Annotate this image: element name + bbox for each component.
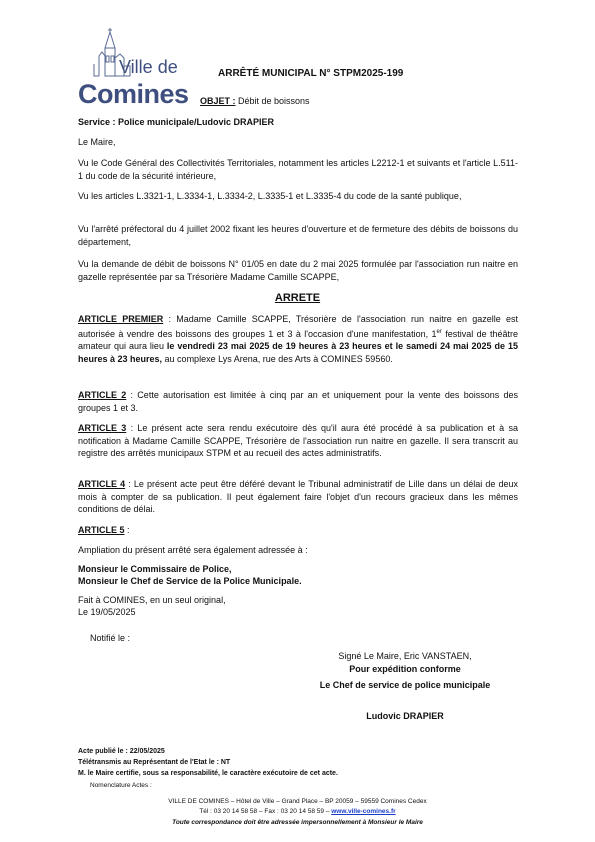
footer-address: VILLE DE COMINES – Hôtel de Ville – Grand Place – BP 20059 – 59559 Comines Cedex [168,798,427,805]
article-4 [78,478,518,516]
article-5-text: : [124,525,130,535]
article-1 [78,313,518,365]
article-3-label: ARTICLE 3 [78,423,127,433]
article-1-sup: er [436,328,442,335]
article-1-label: ARTICLE PREMIER [78,314,164,324]
recipient-chef-service: Monsieur le Chef de Service de la Police Municipale. [78,576,302,586]
footer-contact [0,807,595,816]
article-1-text-c: au complexe Lys Arena, rue des Arts à COMINES 59560. [162,353,393,364]
footer-website-link[interactable]: www.ville-comines.fr [331,808,396,815]
signature-expedition: Pour expédition conforme [349,664,461,674]
signature-name: Ludovic DRAPIER [366,711,444,721]
article-1-text-b: festival de théâtre amateur qui aura lieu [78,328,518,351]
article-3-text: : Le présent acte sera rendu exécutoire dès qu'il aura été procédé à sa publication et à sa notification à Madame Camille SCAPPE, Trésorière de l'association run naitre en gazelle. Il sera transcrit au registre des arrêtés municipaux STPM et au recueil des actes administratifs. [78,423,518,458]
decree-date: Le 19/05/2025 [78,607,136,617]
article-2-label: ARTICLE 2 [78,390,127,400]
vu-paragraph-1: Vu le Code Général des Collectivités Territoriales, notamment les articles L2212-1 et suivants et l'article L.511-1 du code de la sécurité intérieure, [78,158,518,181]
logo-ville-text: Ville de [119,57,178,77]
article-3 [78,422,518,460]
objet-label: OBJET : [200,96,236,106]
objet-text: Débit de boissons [235,96,310,106]
signature-mayor: Signé Le Maire, Eric VANSTAEN, [338,651,472,661]
vu-paragraph-3: Vu l'arrêté préfectoral du 4 juillet 2002 fixant les heures d'ouverture et de fermeture des débits de boissons du département, [78,224,518,247]
article-2-text: : Cette autorisation est limitée à cinq par an et uniquement pour la vente des boissons des groupes 1 et 3. [78,390,518,413]
footer-notice: Toute correspondance doit être adressée impersonnellement à Monsieur le Maire [172,819,423,826]
article-1-text-a: : Madame Camille SCAPPE, Trésorière de l'association run naitre en gazelle est autorisée à vendre des boissons des groupes 1 et 3 à l'occasion d'une manifestation, 1 [78,314,518,339]
fait-a-line: Fait à COMINES, en un seul original, [78,595,226,605]
decree-title: ARRÊTÉ MUNICIPAL N° STPM2025-199 [218,68,404,79]
article-5-label: ARTICLE 5 [78,525,125,535]
article-4-text: : Le présent acte peut être déféré devant le Tribunal administratif de Lille dans un délai de deux mois à compter de sa publication. Il peut également faire l'objet d'un recours gracieux dans les mêmes conditions de délai. [78,479,518,514]
footer-phone-fax: Tél : 03 20 14 58 58 – Fax : 03 20 14 58 59 – [199,808,332,815]
salutation: Le Maire, [78,137,116,147]
ampliation-line: Ampliation du présent arrêté sera également adressée à : [78,545,308,555]
article-2 [78,389,518,414]
certification-line: M. le Maire certifie, sous sa responsabilité, le caractère exécutoire de cet acte. [78,770,338,777]
signature-role: Le Chef de service de police municipale [319,680,491,690]
nomenclature-line: Nomenclature Actes : [90,782,152,789]
notifie-line: Notifié le : [90,633,131,643]
vu-paragraph-4: Vu la demande de débit de boissons N° 01/05 en date du 2 mai 2025 formulée par l'association run naitre en gazelle représentée par sa Trésorière Madame Camille SCAPPE, [78,259,518,282]
publication-date: Acte publié le : 22/05/2025 [78,748,165,755]
article-4-label: ARTICLE 4 [78,479,126,489]
article-1-dates: le vendredi 23 mai 2025 de 19 heures à 23 heures et le samedi 24 mai 2025 de 15 heures à 23 heures, [78,341,518,364]
logo-comines-text: Comines [78,79,189,109]
arrete-heading: ARRETE [274,292,321,304]
recipient-commissaire: Monsieur le Commissaire de Police, [78,564,232,574]
teletransmission-line: Télétransmis au Représentant de l'Etat le : NT [78,759,231,766]
service-line: Service : Police municipale/Ludovic DRAPIER [78,117,275,127]
article-5 [78,524,130,537]
decree-subject [200,96,310,106]
vu-paragraph-2: Vu les articles L.3321-1, L.3334-1, L.3334-2, L.3335-1 et L.3335-4 du code de la santé publique, [78,191,462,201]
